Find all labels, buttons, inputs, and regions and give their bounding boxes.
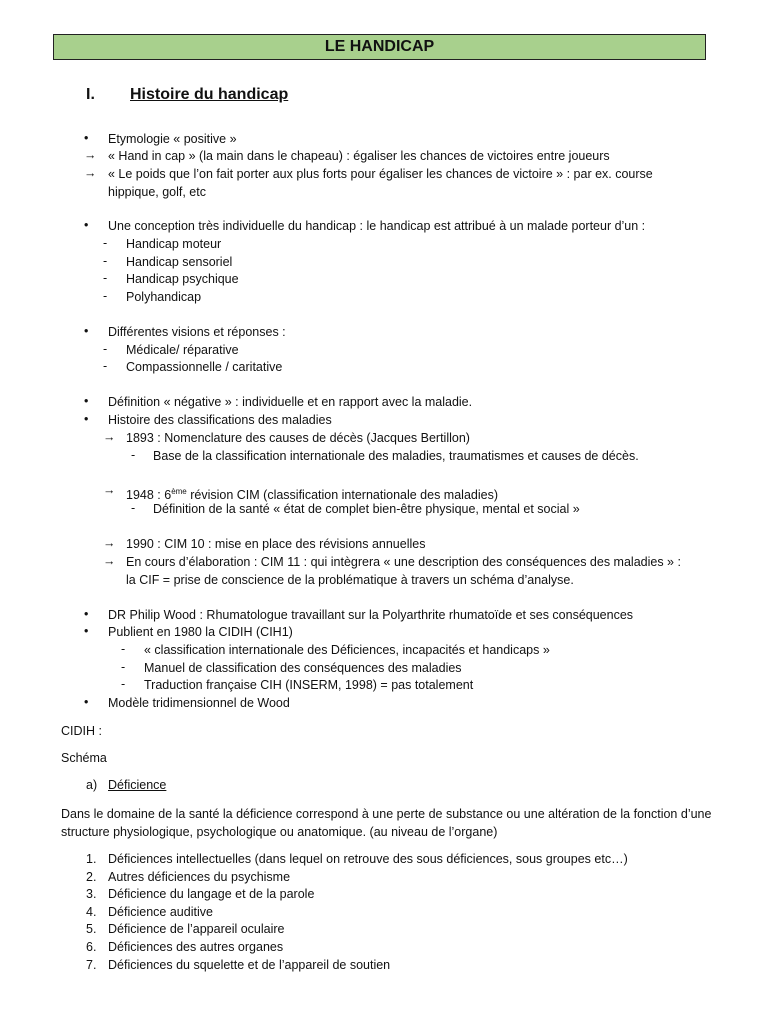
dash-marker: - — [103, 254, 108, 268]
list-item: Modèle tridimensionnel de Wood — [108, 696, 290, 710]
list-item: Traduction française CIH (INSERM, 1998) = pas totalement — [144, 678, 474, 692]
list-item: « Le poids que l’on fait porter aux plus forts pour égaliser les chances de victoire » : par ex. course — [108, 167, 653, 181]
list-item: Déficiences des autres organes — [108, 940, 284, 954]
list-item: 1893 : Nomenclature des causes de décès (Jacques Bertillon) — [126, 431, 470, 445]
list-number: 2. — [86, 870, 97, 884]
bullet-marker: • — [84, 695, 89, 709]
subsection-heading — [86, 778, 166, 792]
dash-marker: - — [131, 501, 136, 515]
dash-marker: - — [103, 236, 108, 250]
bullet-marker: • — [84, 412, 89, 426]
list-item: Déficiences intellectuelles (dans lequel on retrouve des sous déficiences, sous groupes etc…) — [108, 852, 628, 866]
list-item: Compassionnelle / caritative — [126, 360, 283, 374]
list-item: Déficiences du squelette et de l’appareil de soutien — [108, 958, 391, 972]
dash-marker: - — [121, 677, 126, 691]
arrow-marker: → — [103, 430, 116, 444]
list-item: Polyhandicap — [126, 290, 202, 304]
arrow-marker: → — [84, 148, 97, 162]
list-number: 7. — [86, 958, 97, 972]
arrow-marker: → — [103, 554, 116, 568]
bullet-marker: • — [84, 218, 89, 232]
arrow-marker: → — [103, 536, 116, 550]
list-item: Médicale/ réparative — [126, 343, 239, 357]
dash-marker: - — [103, 359, 108, 373]
list-number: 4. — [86, 905, 97, 919]
list-item-continued: hippique, golf, etc — [108, 185, 206, 199]
list-item: Histoire des classifications des maladies — [108, 413, 332, 427]
list-item: « classification internationale des Déficiences, incapacités et handicaps » — [144, 643, 550, 657]
list-item: Base de la classification internationale des maladies, traumatismes et causes de décès. — [153, 449, 639, 463]
list-number: 3. — [86, 887, 97, 901]
bullet-marker: • — [84, 394, 89, 408]
list-item-text: révision CIM (classification internationale des maladies) — [186, 488, 498, 503]
list-item: Déficience de l’appareil oculaire — [108, 922, 285, 936]
list-item: Déficience auditive — [108, 905, 213, 919]
list-item: Manuel de classification des conséquences des maladies — [144, 661, 462, 675]
list-item: En cours d’élaboration : CIM 11 : qui intègrera « une description des conséquences des maladies » : — [126, 555, 681, 569]
list-item: « Hand in cap » (la main dans le chapeau) : égaliser les chances de victoires entre joueurs — [108, 149, 610, 163]
list-number: 5. — [86, 922, 97, 936]
dash-marker: - — [103, 289, 108, 303]
list-item-text: 1948 : 6 — [126, 488, 172, 503]
list-number: 1. — [86, 852, 97, 866]
section-heading — [86, 86, 288, 104]
list-item: Définition « négative » : individuelle et en rapport avec la maladie. — [108, 395, 473, 409]
cidih-label: CIDIH : — [61, 724, 102, 738]
arrow-marker: → — [84, 166, 97, 180]
dash-marker: - — [103, 342, 108, 356]
list-item: Etymologie « positive » — [108, 132, 237, 146]
section-number: I. — [86, 86, 95, 103]
list-number: 6. — [86, 940, 97, 954]
arrow-marker: → — [103, 483, 116, 497]
list-item: Une conception très individuelle du handicap : le handicap est attribué à un malade porteur d’un : — [108, 219, 646, 233]
list-item: 1990 : CIM 10 : mise en place des révisions annuelles — [126, 537, 426, 551]
list-item: Autres déficiences du psychisme — [108, 870, 291, 884]
bullet-marker: • — [84, 131, 89, 145]
dash-marker: - — [121, 642, 126, 656]
bullet-marker: • — [84, 624, 89, 638]
document-title: LE HANDICAP — [53, 34, 706, 60]
subsection-title: Déficience — [108, 778, 167, 792]
superscript: ème — [171, 487, 187, 496]
subsection-label: a) — [86, 778, 98, 792]
paragraph: Dans le domaine de la santé la déficience correspond à une perte de substance ou une altération de la fonction d’une structure physiologique, psychologique ou anatomique. (au niveau de l’organe) — [61, 807, 712, 839]
schema-label: Schéma — [61, 751, 107, 765]
dash-marker: - — [131, 448, 136, 462]
section-title: Histoire du handicap — [130, 86, 289, 103]
dash-marker: - — [103, 271, 108, 285]
list-item: Déficience du langage et de la parole — [108, 887, 315, 901]
list-item: Différentes visions et réponses : — [108, 325, 286, 339]
list-item: Publient en 1980 la CIDIH (CIH1) — [108, 625, 293, 639]
list-item: Handicap sensoriel — [126, 255, 233, 269]
bullet-marker: • — [84, 324, 89, 338]
dash-marker: - — [121, 660, 126, 674]
list-item: Définition de la santé « état de complet bien-être physique, mental et social » — [153, 502, 580, 516]
list-item: Handicap psychique — [126, 272, 239, 286]
list-item-continued: la CIF = prise de conscience de la problématique à travers un schéma d’analyse. — [126, 573, 574, 587]
bullet-marker: • — [84, 607, 89, 621]
list-item: Handicap moteur — [126, 237, 222, 251]
list-item: DR Philip Wood : Rhumatologue travaillant sur la Polyarthrite rhumatoïde et ses conséquences — [108, 608, 634, 622]
